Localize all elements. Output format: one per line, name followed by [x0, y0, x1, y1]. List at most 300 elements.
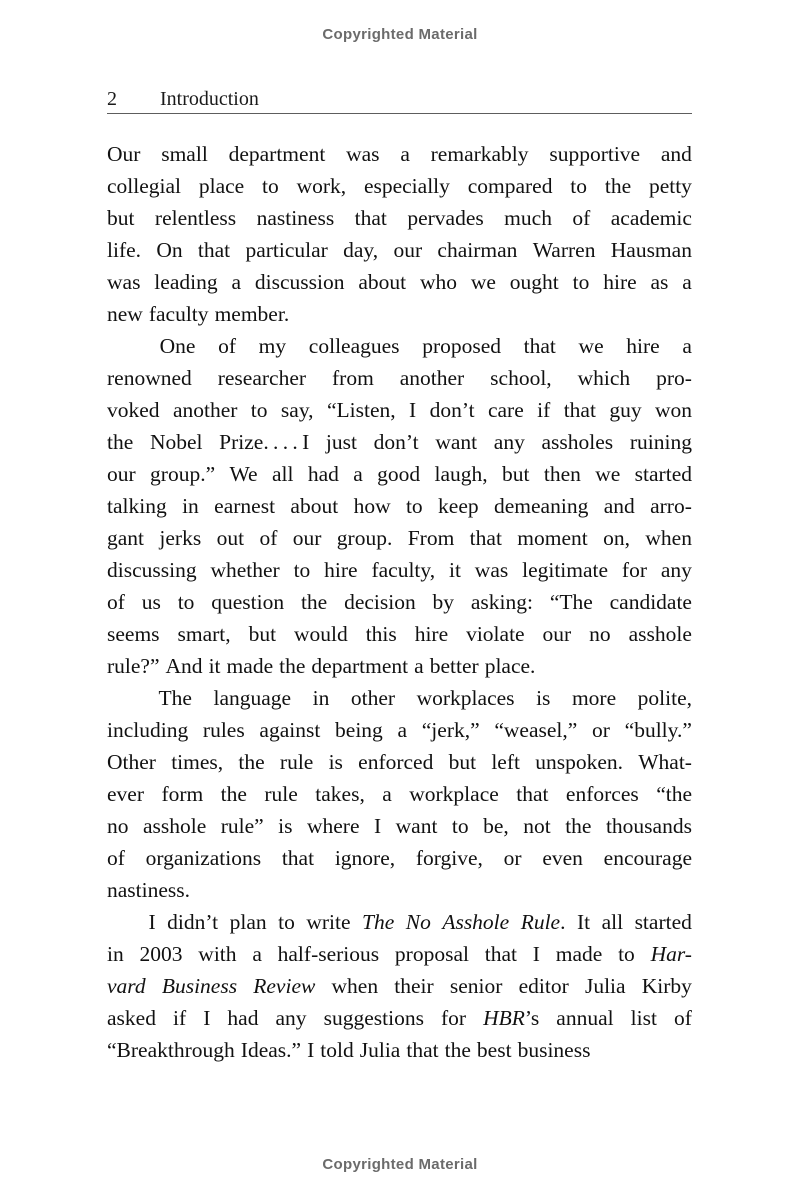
- word: The: [158, 686, 192, 710]
- word: earnest: [214, 494, 276, 518]
- text-line: [107, 298, 692, 330]
- word: including: [107, 718, 189, 742]
- word: proposed: [422, 334, 502, 358]
- word: care: [487, 398, 524, 422]
- word: especially: [363, 174, 450, 198]
- word: we: [578, 334, 604, 358]
- word: a: [682, 334, 692, 358]
- word: better: [429, 654, 479, 678]
- word: of: [674, 1006, 692, 1030]
- word: It: [576, 910, 591, 934]
- word: made: [555, 942, 603, 966]
- word: ought: [509, 270, 559, 294]
- word: but: [448, 750, 477, 774]
- word: “bully.”: [624, 718, 692, 742]
- word: another: [399, 366, 465, 390]
- word: to: [572, 270, 590, 294]
- word: that: [406, 1038, 439, 1062]
- word: remarkably: [430, 142, 529, 166]
- word: of: [218, 334, 237, 358]
- word: 2003: [139, 942, 183, 966]
- word: school,: [490, 366, 552, 390]
- word: Business: [161, 974, 238, 998]
- word: faculty: [148, 302, 209, 326]
- word: any: [493, 430, 525, 454]
- word: leading: [154, 270, 218, 294]
- word: didn’t: [167, 910, 219, 934]
- word: no: [589, 622, 611, 646]
- copyrighted-material-watermark-bottom: Copyrighted Material: [322, 1156, 478, 1173]
- word: even: [542, 846, 583, 870]
- word: hire: [324, 558, 358, 582]
- word: to: [618, 942, 635, 966]
- word: Hausman: [610, 238, 692, 262]
- word: for: [440, 1006, 467, 1030]
- word: Julia: [584, 974, 626, 998]
- word: don’t: [429, 398, 475, 422]
- word: encourage: [603, 846, 692, 870]
- word: who: [419, 270, 457, 294]
- word: to: [177, 590, 195, 614]
- word: proposal: [394, 942, 469, 966]
- text-line: [107, 362, 692, 394]
- word: compared: [467, 174, 553, 198]
- word: smart,: [177, 622, 231, 646]
- word: On: [156, 238, 183, 262]
- word: that: [469, 526, 502, 550]
- word: demeaning: [494, 494, 589, 518]
- word: was: [346, 142, 380, 166]
- word: senior: [449, 974, 503, 998]
- word: We: [229, 462, 258, 486]
- word: it: [208, 654, 221, 678]
- word: in: [312, 686, 330, 710]
- word: with: [198, 942, 237, 966]
- word: to: [451, 814, 469, 838]
- word: started: [634, 910, 692, 934]
- word: told: [320, 1038, 354, 1062]
- word: hire: [414, 622, 449, 646]
- paragraph-2: [107, 330, 692, 682]
- word: nastiness.: [107, 878, 191, 902]
- word: I: [532, 942, 540, 966]
- text-line: [107, 266, 692, 298]
- word: but: [502, 462, 530, 486]
- word: is: [536, 686, 551, 710]
- word: group.”: [150, 462, 216, 486]
- word: ruining: [629, 430, 692, 454]
- text-line: [107, 330, 692, 362]
- word: collegial: [107, 174, 182, 198]
- word: any: [275, 1006, 307, 1030]
- word: rule: [264, 782, 298, 806]
- word: when: [645, 526, 692, 550]
- word: want: [435, 430, 478, 454]
- word: and: [603, 494, 635, 518]
- word: had: [307, 462, 339, 486]
- word: voked: [107, 398, 160, 422]
- text-line: [107, 618, 692, 650]
- paragraph-4: [107, 906, 692, 1066]
- word: a: [682, 270, 692, 294]
- word: half-serious: [277, 942, 380, 966]
- word: as: [650, 270, 669, 294]
- word: in: [182, 494, 199, 518]
- word: a: [231, 270, 241, 294]
- word: place: [198, 174, 245, 198]
- word: new: [107, 302, 143, 326]
- word: in: [107, 942, 124, 966]
- word: ignore,: [334, 846, 396, 870]
- word: if: [537, 398, 551, 422]
- word: that: [523, 334, 556, 358]
- word: talking: [107, 494, 167, 518]
- word: laugh,: [434, 462, 488, 486]
- word: discussion: [254, 270, 345, 294]
- word: Prize. . . . I: [219, 430, 310, 454]
- word: all: [601, 910, 624, 934]
- word: pervades: [407, 206, 484, 230]
- word: say,: [280, 398, 314, 422]
- word: being: [335, 718, 383, 742]
- word: want: [395, 814, 438, 838]
- running-head-rule: [107, 113, 692, 114]
- word: any: [660, 558, 692, 582]
- text-line: [107, 586, 692, 618]
- word: we: [595, 462, 621, 486]
- word: relentless: [154, 206, 237, 230]
- word: the: [604, 174, 632, 198]
- word: The: [362, 910, 395, 934]
- word: “The: [549, 590, 593, 614]
- word: Our: [107, 142, 141, 166]
- word: rule?”: [107, 654, 160, 678]
- text-line: [107, 650, 692, 682]
- word: we: [470, 270, 496, 294]
- running-head: [107, 86, 692, 114]
- word: “Listen,: [326, 398, 396, 422]
- word: that: [563, 398, 596, 422]
- word: whether: [210, 558, 280, 582]
- word: supportive: [549, 142, 641, 166]
- word: renowned: [107, 366, 192, 390]
- word: our: [542, 622, 572, 646]
- word: is: [278, 814, 293, 838]
- word: I: [307, 1038, 315, 1062]
- word: and: [660, 142, 692, 166]
- word: the: [220, 782, 247, 806]
- text-line: [107, 202, 692, 234]
- word: a: [382, 782, 392, 806]
- word: the: [238, 750, 265, 774]
- word: enforces: [565, 782, 639, 806]
- word: place.: [484, 654, 536, 678]
- text-line: [107, 682, 692, 714]
- word: had: [227, 1006, 259, 1030]
- word: business: [517, 1038, 591, 1062]
- word: colleagues: [308, 334, 400, 358]
- word: a: [400, 142, 410, 166]
- word: day,: [343, 238, 379, 262]
- text-line: [107, 1034, 692, 1066]
- word: work,: [296, 174, 347, 198]
- word: Ideas.”: [240, 1038, 302, 1062]
- word: hire: [626, 334, 660, 358]
- word: question: [211, 590, 285, 614]
- text-line: [107, 810, 692, 842]
- word: then: [543, 462, 581, 486]
- text-line: [107, 426, 692, 458]
- word: “the: [656, 782, 692, 806]
- word: of: [259, 526, 278, 550]
- word: that: [197, 238, 231, 262]
- word: the: [300, 590, 328, 614]
- word: hire: [603, 270, 637, 294]
- word: a: [353, 462, 363, 486]
- word: by: [432, 590, 455, 614]
- word: another: [172, 398, 238, 422]
- word: their: [394, 974, 434, 998]
- word: pro-: [656, 366, 692, 390]
- word: to: [405, 494, 423, 518]
- word: to: [570, 174, 588, 198]
- page-number: 2: [107, 88, 117, 110]
- body-text-block: [107, 138, 692, 1066]
- word: unspoken.: [535, 750, 623, 774]
- word: our: [292, 526, 322, 550]
- text-line: [107, 170, 692, 202]
- text-line: [107, 746, 692, 778]
- word: Kirby: [641, 974, 692, 998]
- word: researcher: [217, 366, 307, 390]
- word: No: [405, 910, 431, 934]
- word: of: [107, 590, 125, 614]
- word: form: [161, 782, 204, 806]
- text-line: [107, 394, 692, 426]
- word: asshole: [628, 622, 692, 646]
- word: asking:: [470, 590, 533, 614]
- word: department: [311, 654, 409, 678]
- word: is: [328, 750, 343, 774]
- word: thousands: [605, 814, 692, 838]
- word: for: [621, 558, 647, 582]
- word: list: [630, 1006, 657, 1030]
- word: editor: [518, 974, 569, 998]
- word: that: [516, 782, 549, 806]
- word: workplaces: [416, 686, 515, 710]
- word: legitimate: [522, 558, 609, 582]
- word: rule: [279, 750, 314, 774]
- word: Nobel: [149, 430, 203, 454]
- word: I: [409, 398, 417, 422]
- word: would: [294, 622, 348, 646]
- word: the: [107, 430, 134, 454]
- text-line: [107, 554, 692, 586]
- word: or: [592, 718, 610, 742]
- word: but: [107, 206, 135, 230]
- word: of: [107, 846, 125, 870]
- word: it: [448, 558, 461, 582]
- word: “weasel,”: [494, 718, 578, 742]
- word: suggestions: [323, 1006, 424, 1030]
- word: good: [377, 462, 421, 486]
- word: What-: [638, 750, 692, 774]
- paragraph-3: [107, 682, 692, 906]
- word: rule”: [220, 814, 264, 838]
- word: particular: [245, 238, 328, 262]
- word: best: [476, 1038, 512, 1062]
- word: guy: [609, 398, 642, 422]
- text-line: [107, 778, 692, 810]
- word: all: [271, 462, 294, 486]
- word: HBR’s: [483, 1006, 540, 1030]
- word: that: [281, 846, 315, 870]
- word: workplace: [409, 782, 499, 806]
- running-head-title: Introduction: [160, 88, 259, 110]
- word: times,: [171, 750, 224, 774]
- word: From: [407, 526, 455, 550]
- word: Rule.: [520, 910, 566, 934]
- word: the: [279, 654, 306, 678]
- text-line: [107, 970, 692, 1002]
- word: started: [634, 462, 692, 486]
- text-line: [107, 234, 692, 266]
- word: the: [444, 1038, 471, 1062]
- word: Asshole: [442, 910, 510, 934]
- word: our: [107, 462, 136, 486]
- word: when: [331, 974, 379, 998]
- word: where: [306, 814, 360, 838]
- word: that: [484, 942, 517, 966]
- text-line: [107, 714, 692, 746]
- word: about: [358, 270, 407, 294]
- word: rules: [202, 718, 245, 742]
- word: this: [365, 622, 397, 646]
- word: decision: [344, 590, 416, 614]
- text-line: [107, 138, 692, 170]
- word: life.: [107, 238, 142, 262]
- word: annual: [556, 1006, 614, 1030]
- word: I: [148, 910, 156, 934]
- word: plan: [229, 910, 267, 934]
- word: to: [278, 910, 295, 934]
- word: department: [228, 142, 326, 166]
- word: or: [503, 846, 522, 870]
- word: a: [414, 654, 424, 678]
- word: to: [250, 398, 268, 422]
- text-line: [107, 522, 692, 554]
- word: was: [474, 558, 509, 582]
- word: a: [397, 718, 408, 742]
- word: to: [262, 174, 279, 198]
- word: takes,: [315, 782, 365, 806]
- word: jerks: [159, 526, 202, 550]
- word: the: [565, 814, 592, 838]
- word: discussing: [107, 558, 197, 582]
- word: if: [173, 1006, 187, 1030]
- word: no: [107, 814, 129, 838]
- word: organizations: [145, 846, 262, 870]
- word: that: [354, 206, 387, 230]
- word: our: [393, 238, 423, 262]
- word: I: [203, 1006, 211, 1030]
- word: out: [216, 526, 245, 550]
- word: how: [353, 494, 391, 518]
- word: Warren: [532, 238, 596, 262]
- word: forgive,: [415, 846, 483, 870]
- word: more: [571, 686, 617, 710]
- word: of: [572, 206, 591, 230]
- text-line: [107, 938, 692, 970]
- word: on,: [603, 526, 631, 550]
- word: academic: [610, 206, 692, 230]
- word: asked: [107, 1006, 156, 1030]
- word: won: [654, 398, 692, 422]
- word: a: [252, 942, 262, 966]
- word: nastiness: [256, 206, 335, 230]
- word: but: [248, 622, 277, 646]
- word: against: [259, 718, 321, 742]
- word: polite,: [637, 686, 692, 710]
- word: small: [161, 142, 208, 166]
- text-line: [107, 906, 692, 938]
- word: asshole: [142, 814, 207, 838]
- word: enforced: [358, 750, 434, 774]
- text-line: [107, 490, 692, 522]
- word: left: [491, 750, 520, 774]
- word: made: [226, 654, 274, 678]
- text-line: [107, 874, 692, 906]
- word: my: [258, 334, 287, 358]
- word: seems: [107, 622, 160, 646]
- copyrighted-material-watermark-top: Copyrighted Material: [322, 26, 478, 43]
- word: chairman: [437, 238, 518, 262]
- word: One: [159, 334, 196, 358]
- word: I: [373, 814, 382, 838]
- word: gant: [107, 526, 145, 550]
- word: vard: [107, 974, 146, 998]
- word: be,: [483, 814, 509, 838]
- word: just: [325, 430, 357, 454]
- word: Har-: [650, 942, 692, 966]
- word: much: [504, 206, 552, 230]
- word: us: [141, 590, 161, 614]
- word: member.: [214, 302, 290, 326]
- word: Other: [107, 750, 156, 774]
- word: violate: [466, 622, 525, 646]
- word: “jerk,”: [421, 718, 480, 742]
- word: Julia: [359, 1038, 401, 1062]
- word: was: [107, 270, 141, 294]
- word: Review: [253, 974, 316, 998]
- word: faculty,: [371, 558, 436, 582]
- word: candidate: [609, 590, 692, 614]
- word: group.: [336, 526, 393, 550]
- word: to: [293, 558, 311, 582]
- word: not: [523, 814, 551, 838]
- word: keep: [438, 494, 479, 518]
- word: arro-: [650, 494, 692, 518]
- word: ever: [107, 782, 144, 806]
- word: which: [577, 366, 631, 390]
- word: from: [332, 366, 374, 390]
- word: other: [350, 686, 396, 710]
- text-line: [107, 1002, 692, 1034]
- word: language: [213, 686, 292, 710]
- word: about: [290, 494, 339, 518]
- word: write: [306, 910, 351, 934]
- word: moment: [517, 526, 588, 550]
